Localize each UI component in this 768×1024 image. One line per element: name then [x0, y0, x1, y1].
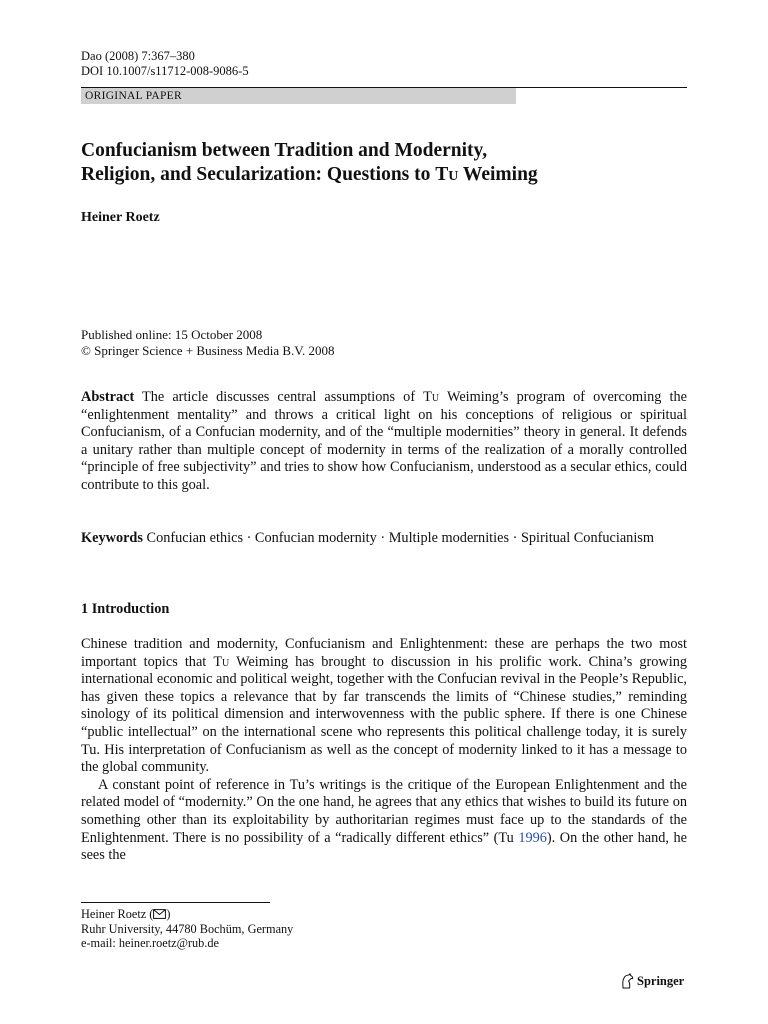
- title-line-1: Confucianism between Tradition and Modernity,: [81, 140, 488, 161]
- p1-name: Tu: [213, 653, 230, 670]
- publisher-logo: [620, 973, 684, 989]
- footnote-email[interactable]: e-mail: heiner.roetz@rub.de: [81, 936, 219, 950]
- abstract-text-a: The article discusses central assumptions of: [134, 389, 424, 405]
- copyright: © Springer Science + Business Media B.V. 2008: [81, 342, 335, 358]
- keywords: [81, 530, 687, 548]
- section-heading: 1 Introduction: [81, 601, 170, 617]
- footnote-author-name: Heiner Roetz (: [81, 907, 154, 921]
- abstract-name: Tu: [423, 389, 440, 405]
- envelope-icon[interactable]: [153, 909, 166, 919]
- p1-text-b: Weiming has brought to discussion in his prolific work. China’s growing international economic and political weight, together with the Confucian revival in the People’s Republic, has given these topics a relevance that by far transcends the limits of “Chinese studies,” reminding sinology of its political dimension and interwovenness with the public sphere. If there is one Chinese “public intellectual” on the international scene who represents this political challenge today, it is surely Tu. His interpretation of Confucianism as well as the concept of modernity linked to it has a message to the global community.: [81, 653, 688, 776]
- paragraph-2: [81, 777, 687, 865]
- author-name: Heiner Roetz: [81, 210, 160, 225]
- abstract-label: Abstract: [81, 389, 135, 405]
- paragraph-1: [81, 636, 687, 777]
- author-footnote: [81, 907, 293, 951]
- springer-horse-logo: [620, 973, 634, 989]
- title-line-2-suffix: Weiming: [458, 164, 538, 185]
- published-date: Published online: 15 October 2008: [81, 327, 263, 342]
- footnote-rule: [81, 902, 270, 903]
- footnote-author: [81, 907, 293, 922]
- keywords-label: Keywords: [81, 530, 143, 546]
- title-line-2-prefix: Religion, and Secularization: Questions to: [81, 164, 436, 185]
- citation-link[interactable]: 1996: [518, 829, 547, 846]
- journal-citation: Dao (2008) 7:367–380: [81, 49, 195, 63]
- footnote-affiliation: Ruhr University, 44780 Bochüm, Germany: [81, 921, 294, 936]
- abstract: [81, 389, 687, 495]
- article-title: [81, 139, 687, 187]
- publication-info: [81, 327, 334, 358]
- p2-text-a: A constant point of reference in Tu’s writings is the critique of the European Enlightenment and the related model of “modernity.” On the one hand, he agrees that any ethics that wishes to build its future on something other than its exploitability by authoritarian regimes must face up to the standards of the Enlightenment. There is no possibility of a “radically different ethics” (Tu: [81, 776, 687, 846]
- footnote-author-end: ): [166, 907, 171, 921]
- doi: DOI 10.1007/s11712-008-9086-5: [81, 64, 249, 78]
- p2-text-b: ). On the other hand, he sees the: [81, 829, 687, 864]
- abstract-text-b: Weiming’s program of overcoming the “enlightenment mentality” and throws a critical light on his conceptions of religious or spiritual Confucianism, of a Confucian modernity, and of the “multiple modernities” theory in general. It defends a unitary rather than multiple concept of modernity in terms of the realization of a morally controlled “principle of free subjectivity” and tries to show how Confucianism, understood as a secular ethics, could contribute to this goal.: [81, 389, 687, 493]
- keywords-text: Confucian ethics · Confucian modernity · Multiple modernities · Spiritual Confucianism: [142, 530, 654, 546]
- introduction-body: [81, 636, 687, 865]
- title-line-2: [81, 163, 687, 187]
- p1-text-a: Chinese tradition and modernity, Confucianism and Enlightenment: these are perhaps the two most important topics that: [81, 636, 687, 670]
- paper-type-banner: ORIGINAL PAPER: [81, 88, 516, 104]
- publisher-name: Springer: [637, 973, 685, 988]
- title-name: Tu: [435, 164, 459, 185]
